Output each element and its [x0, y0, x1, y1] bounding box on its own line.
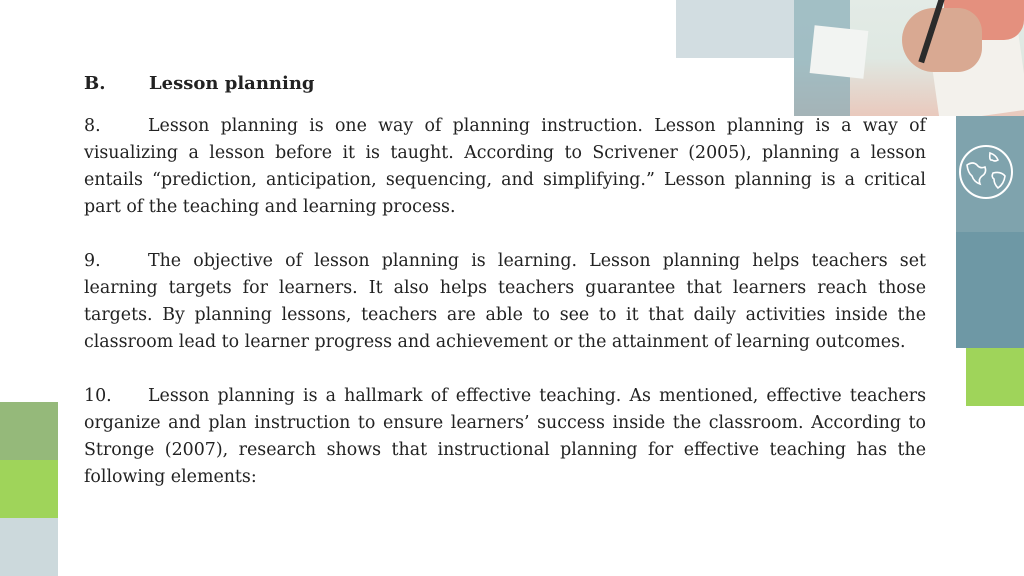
- document-body: [84, 70, 926, 518]
- section-heading: [84, 70, 926, 97]
- paragraph-9: [84, 248, 926, 356]
- paragraph-10: [84, 383, 926, 491]
- decorative-block-left-green: [0, 460, 58, 518]
- section-letter: B.: [84, 73, 106, 94]
- decorative-block-green-right: [966, 348, 1024, 406]
- paragraph-number: 9.: [84, 251, 101, 271]
- paragraph-text: The objective of lesson planning is learning. Lesson planning helps teachers set learning targets for learners. It also helps teachers guarantee that learners reach those targets. By planning lessons, teachers are able to see to it that daily activities inside the classroom lead to learner progress and achievement or the attainment of learning outcomes.: [84, 251, 926, 352]
- decorative-block-left-sage: [0, 402, 58, 460]
- paragraph-text: Lesson planning is one way of planning instruction. Lesson planning is a way of visualizing a lesson before it is taught. According to Scrivener (2005), planning a lesson entails “prediction, anticipation, sequencing, and simplifying.” Lesson planning is a critical part of the teaching and learning process.: [84, 116, 926, 217]
- paragraph-text: Lesson planning is a hallmark of effective teaching. As mentioned, effective teachers organize and plan instruction to ensure learners’ success inside the classroom. According to Stronge (2007), research shows that instructional planning for effective teaching has the following elements:: [84, 386, 926, 487]
- paragraph-number: 10.: [84, 386, 112, 406]
- decorative-block-teal: [956, 232, 1024, 348]
- decorative-block-globe: [956, 116, 1024, 232]
- paragraph-number: 8.: [84, 116, 101, 136]
- paragraph-8: [84, 113, 926, 221]
- decorative-block-top: [676, 0, 794, 58]
- section-title: Lesson planning: [149, 73, 315, 94]
- decorative-block-left-light: [0, 518, 58, 576]
- globe-icon: [957, 143, 1015, 201]
